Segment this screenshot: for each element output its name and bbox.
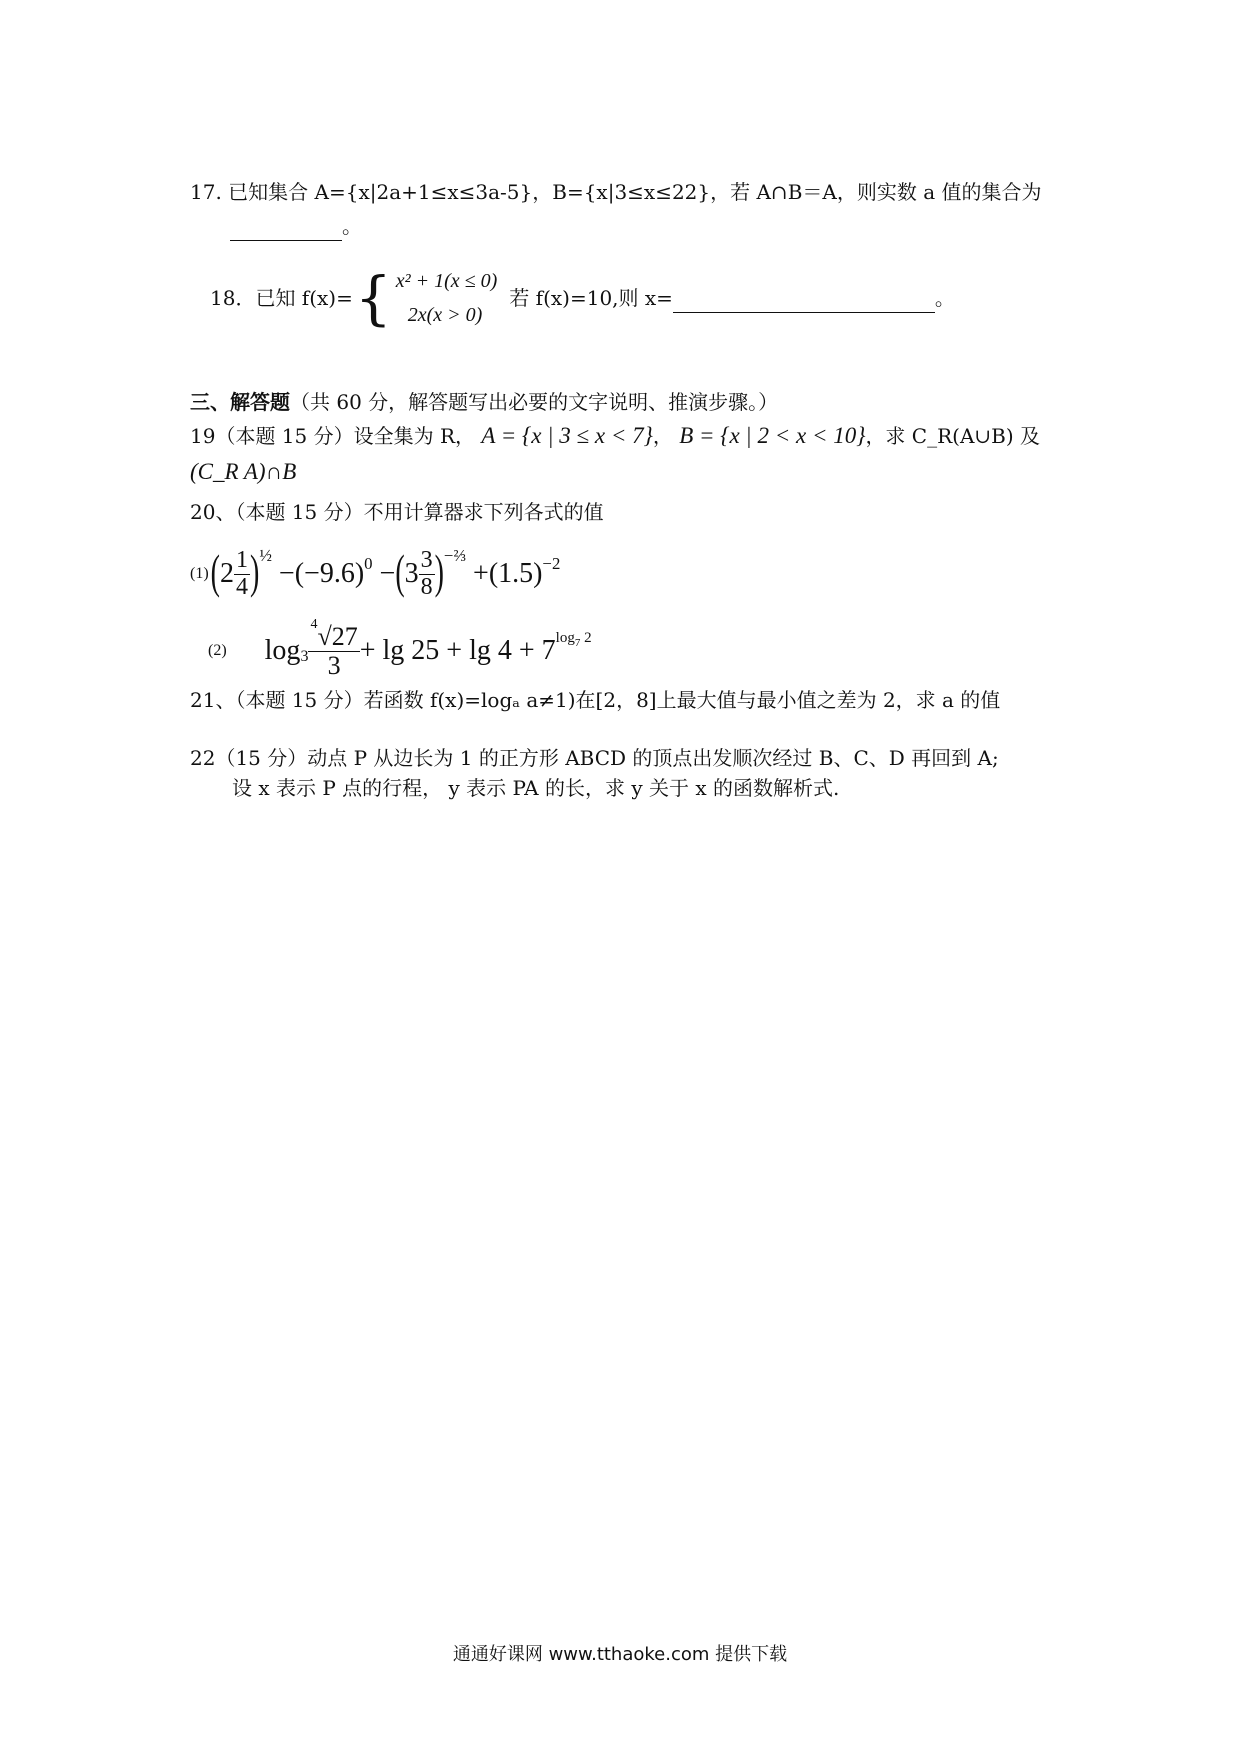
part-2-tail: + lg 25 + lg 4 + 7: [359, 635, 556, 666]
piecewise-cases: [396, 264, 498, 332]
set-a: A = {x | 3 ≤ x < 7}: [481, 423, 653, 448]
math-expression-1: ( 2 $\frac{1}{4}$ ) $^{\frac{1}{2}}$ −(−9.6) $^0$ − ( 3 $\frac{3}{8}$ ) $^{-\frac{2}{3}}$ +(1.5) $^{-2}$: [210, 546, 561, 600]
question-22-line-2-row: [232, 774, 839, 802]
footer: [0, 1640, 1240, 1666]
question-17: [190, 178, 1041, 206]
question-18: 18．已知 f(x)= { x² + 1(x ≤ 0) 2x(x > 0) 若 f(x)=10,则 x= 。: [210, 264, 955, 332]
question-20-part-1: [190, 536, 560, 612]
question-22-line-2: 设 x 表示 P 点的行程， y 表示 PA 的长，求 y 关于 x 的函数解析式.: [232, 776, 840, 800]
math-expression-2: log $_3$ $\frac{^4√27}{3}$ + lg 25 + lg 4 + 7 $^{log_7 2}$: [264, 616, 592, 680]
question-20: [190, 498, 604, 526]
question-18-suffix: 若 f(x)=10,则 x=: [509, 286, 673, 310]
footer-text: 通通好课网 www.tthaoke.com 提供下载: [452, 1644, 788, 1665]
part-1-label: (1): [190, 565, 209, 582]
piecewise-case-1: x² + 1(x ≤ 0): [395, 270, 498, 292]
question-19-lead: 19（本题 15 分）设全集为 R，: [190, 424, 476, 448]
question-17-answer-line: 。: [230, 212, 362, 241]
question-17-text: 17. 已知集合 A={x|2a+1≤x≤3a-5}，B={x|3≤x≤22}，若 A∩B＝A，则实数 a 值的集合为: [190, 180, 1042, 204]
question-22-line-1: 22（15 分）动点 P 从边长为 1 的正方形 ABCD 的顶点出发顺次经过 B、C、D 再回到 A;: [190, 746, 999, 770]
section-3-note: （共 60 分，解答题写出必要的文字说明、推演步骤。）: [290, 390, 779, 414]
question-21-text: 21、（本题 15 分）若函数 f(x)=logₐ a≠1)在[2，8]上最大值与最小值之差为 2，求 a 的值: [190, 688, 1001, 712]
question-19-line-2: [190, 458, 296, 486]
question-21: [190, 686, 1000, 714]
question-19-ask-2: (C_R A)∩B: [190, 459, 297, 484]
set-b: B = {x | 2 < x < 10}: [679, 423, 866, 448]
question-20-lead: 20、（本题 15 分）不用计算器求下列各式的值: [190, 500, 604, 524]
section-3-title: 三、解答题: [190, 390, 290, 414]
part-2-label: (2): [208, 642, 227, 659]
piecewise-case-2: 2x(x > 0): [407, 304, 483, 326]
question-19-ask: ，求 C_R(A∪B) 及: [865, 424, 1041, 448]
section-3-heading: [190, 388, 778, 416]
piecewise-brace: {: [354, 264, 392, 332]
question-20-part-2: [208, 616, 592, 686]
answer-blank: [673, 284, 935, 313]
question-18-prefix: 18．已知 f(x)=: [210, 286, 353, 310]
answer-blank: [230, 212, 342, 241]
question-22: [190, 744, 999, 772]
question-19: 19（本题 15 分）设全集为 R， A = {x | 3 ≤ x < 7}， B = {x | 2 < x < 10}，求 C_R(A∪B) 及: [190, 423, 1041, 448]
